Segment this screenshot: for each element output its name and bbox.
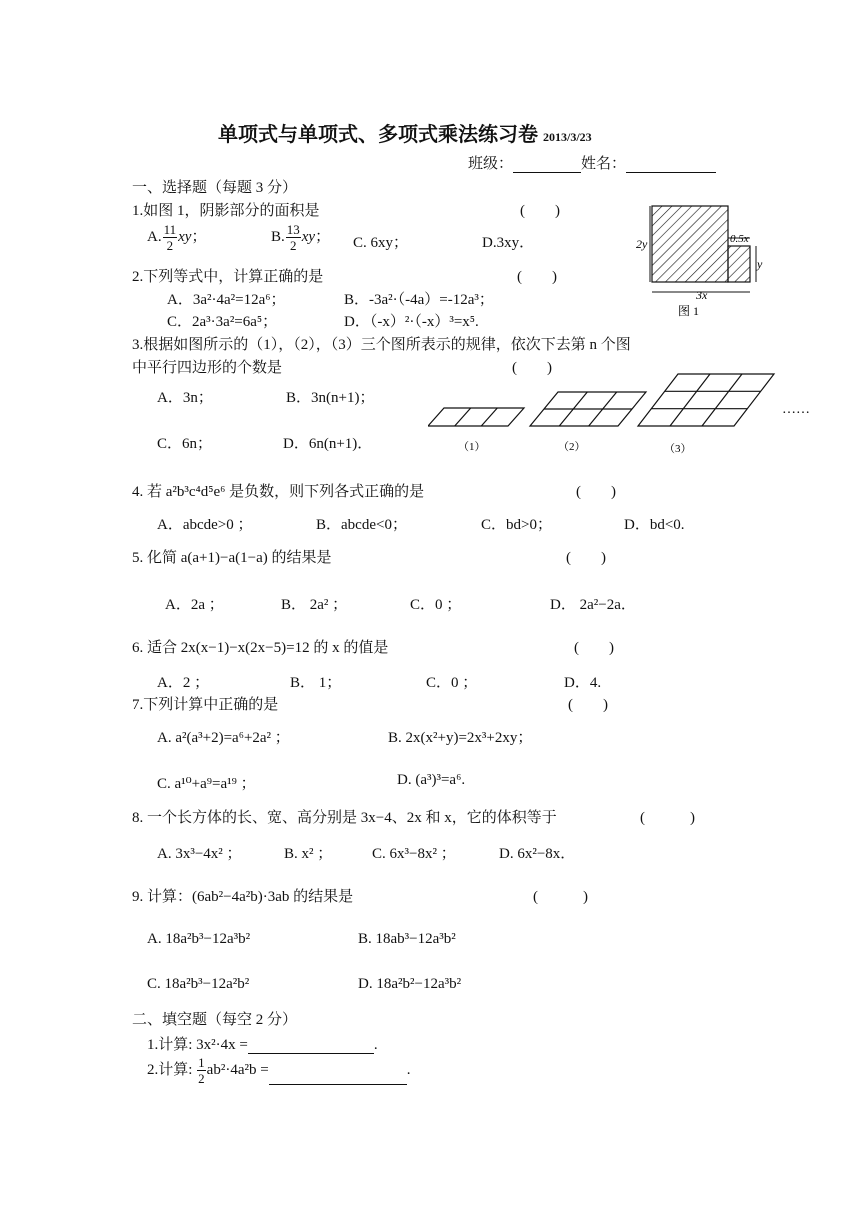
q9-option-d: D. 18a²b²−12a³b² <box>358 976 462 992</box>
q3-stem-line2: 中平行四边形的个数是 <box>132 360 283 376</box>
q1-option-b: B. $\frac{13}{2}$ xy； <box>271 222 331 253</box>
q2-answer-paren: ( ) <box>517 269 557 285</box>
q9-answer-paren: ( ) <box>533 889 588 905</box>
fill2-num: 1 <box>198 1055 205 1070</box>
title-date: 2013/3/23 <box>543 130 592 144</box>
q8-answer-paren: ( ) <box>640 810 695 826</box>
class-label: 班级： <box>468 156 514 172</box>
q7-option-d: D. (a³)³=a⁶. <box>397 772 466 788</box>
q5-option-d: D． 2a²−2a． <box>550 597 636 613</box>
fill1-answer-blank[interactable] <box>248 1053 374 1054</box>
q5-stem: 5. 化简 a(a+1)−a(1−a) 的结果是 <box>132 550 332 566</box>
q7-option-a: A. a²(a³+2)=a⁶+2a² ； <box>157 730 290 746</box>
fill2-prefix: 2.计算: <box>147 1061 193 1078</box>
fig1-caption: 图 1 <box>678 304 700 318</box>
name-label: 姓名： <box>581 156 627 172</box>
name-blank[interactable] <box>626 172 716 173</box>
q3-option-b: B．3n(n+1)； <box>286 390 375 406</box>
class-blank[interactable] <box>513 172 581 173</box>
q1-answer-paren: ( ) <box>520 203 560 219</box>
q9-option-b: B. 18ab³−12a³b² <box>358 931 456 947</box>
q1-b-num: 13 <box>286 222 300 237</box>
q7-option-c: C. a¹⁰+a⁹=a¹⁹ ； <box>157 776 256 792</box>
q4-option-b: B．abcde<0； <box>316 517 407 533</box>
q9-option-a: A. 18a²b³−12a³b² <box>147 931 251 947</box>
q5-option-a: A．2a ； <box>165 597 224 613</box>
q9-option-c: C. 18a²b³−12a²b² <box>147 976 250 992</box>
q1-b-fraction <box>286 223 301 252</box>
q4-stem: 4. 若 a²b³c⁴d⁵e⁶ 是负数，则下列各式正确的是 <box>132 484 425 500</box>
q5-answer-paren: ( ) <box>566 550 606 566</box>
page-title <box>218 118 592 147</box>
q2-option-b: B．-3a²·（-4a）=-12a³； <box>344 292 494 308</box>
q3-stem-line1: 3.根据如图所示的（1），（2），（3）三个图所表示的规律，依次下去第 n 个图 <box>132 337 631 353</box>
pattern-label-1: （1） <box>458 441 486 453</box>
q2-option-c: C．2a³·3a²=6a⁵； <box>167 314 278 330</box>
q7-option-b: B. 2x(x²+y)=2x³+2xy； <box>388 730 533 746</box>
q4-option-a: A．abcde>0 ； <box>157 517 253 533</box>
q8-option-c: C. 6x³−8x² ； <box>372 846 456 862</box>
q1-a-suffix: xy <box>178 228 192 245</box>
q6-option-b: B． 1； <box>290 675 342 691</box>
q1-b-prefix: B. <box>271 228 285 245</box>
class-name-line <box>468 152 716 173</box>
q2-option-a: A．3a²·4a²=12a⁶； <box>167 292 286 308</box>
pattern-ellipsis: …… <box>782 402 810 417</box>
q8-option-d: D. 6x²−8x． <box>499 846 576 862</box>
q3-option-a: A．3n； <box>157 390 213 406</box>
section2-heading: 二、填空题（每空 2 分） <box>132 1012 298 1028</box>
pattern-label-2: （2） <box>558 441 586 453</box>
fill-question-2: 2.计算: $\frac{1}{2}$ ab²·4a²b = . <box>147 1055 411 1086</box>
fig1-small-shaded-rect <box>728 246 750 282</box>
q7-stem: 7.下列计算中正确的是 <box>132 697 279 713</box>
fig1-label-05x: 0.5x <box>730 233 749 245</box>
title-text: 单项式与单项式、多项式乘法练习卷 <box>218 124 538 146</box>
fig1-label-y: y <box>757 257 763 271</box>
q5-option-c: C．0 ； <box>410 597 462 613</box>
q1-option-d: D.3xy． <box>482 235 535 251</box>
q8-option-a: A. 3x³−4x² ； <box>157 846 242 862</box>
fill-question-1: 1.计算: 3x²·4x = . <box>147 1037 378 1053</box>
q6-option-d: D．4. <box>564 675 602 691</box>
fill2-fraction <box>197 1056 206 1085</box>
pattern-figure-3 <box>638 374 774 426</box>
q4-answer-paren: ( ) <box>576 484 616 500</box>
q1-b-den: 2 <box>290 238 297 253</box>
fig1-big-shaded-rect <box>652 206 728 282</box>
parallelogram-figures <box>428 370 818 460</box>
q1-stem: 1.如图 1，阴影部分的面积是 <box>132 203 320 219</box>
fill1-text: 1.计算: 3x²·4x = <box>147 1037 248 1053</box>
q4-option-d: D．bd<0. <box>624 517 685 533</box>
q6-option-a: A．2 ； <box>157 675 210 691</box>
fill2-suffix: ab²·4a²b = <box>206 1061 269 1078</box>
q2-option-d: D．（-x）²·（-x）³=x⁵. <box>344 314 479 330</box>
q6-stem: 6. 适合 2x(x−1)−x(2x−5)=12 的 x 的值是 <box>132 640 389 656</box>
fill2-answer-blank[interactable] <box>269 1084 407 1085</box>
q8-option-b: B. x² ； <box>284 846 333 862</box>
q1-a-den: 2 <box>166 238 174 253</box>
q8-stem: 8. 一个长方体的长、宽、高分别是 3x−4、2x 和 x，它的体积等于 <box>132 810 557 826</box>
q1-option-c: C. 6xy； <box>353 235 409 251</box>
q3-answer-paren: ( ) <box>512 360 552 376</box>
q9-stem: 9. 计算：(6ab²−4a²b)·3ab 的结果是 <box>132 889 354 905</box>
q1-a-num: 11 <box>163 222 177 237</box>
q1-b-suffix: xy <box>301 228 316 245</box>
pattern-figure-2 <box>530 392 646 426</box>
fig1-label-3x: 3x <box>696 288 708 302</box>
pattern-figure-1 <box>428 408 524 426</box>
q1-option-a: A. $\frac{11}{2}$ xy； <box>147 222 207 253</box>
q2-stem: 2.下列等式中，计算正确的是 <box>132 269 324 285</box>
section1-heading: 一、选择题（每题 3 分） <box>132 180 298 196</box>
q6-answer-paren: ( ) <box>574 640 614 656</box>
fig1-label-2y: 2y <box>636 237 648 251</box>
q7-answer-paren: ( ) <box>568 697 608 713</box>
pattern-label-3: （3） <box>664 443 692 455</box>
q3-option-d: D．6n(n+1)． <box>283 436 373 452</box>
figure-1 <box>636 202 768 320</box>
fill2-den: 2 <box>198 1071 205 1086</box>
q5-option-b: B． 2a² ； <box>281 597 348 613</box>
q1-a-prefix: A. <box>147 228 162 245</box>
q1-a-fraction <box>163 223 178 252</box>
q4-option-c: C．bd>0； <box>481 517 552 533</box>
q6-option-c: C．0 ； <box>426 675 478 691</box>
q3-option-c: C．6n； <box>157 436 213 452</box>
